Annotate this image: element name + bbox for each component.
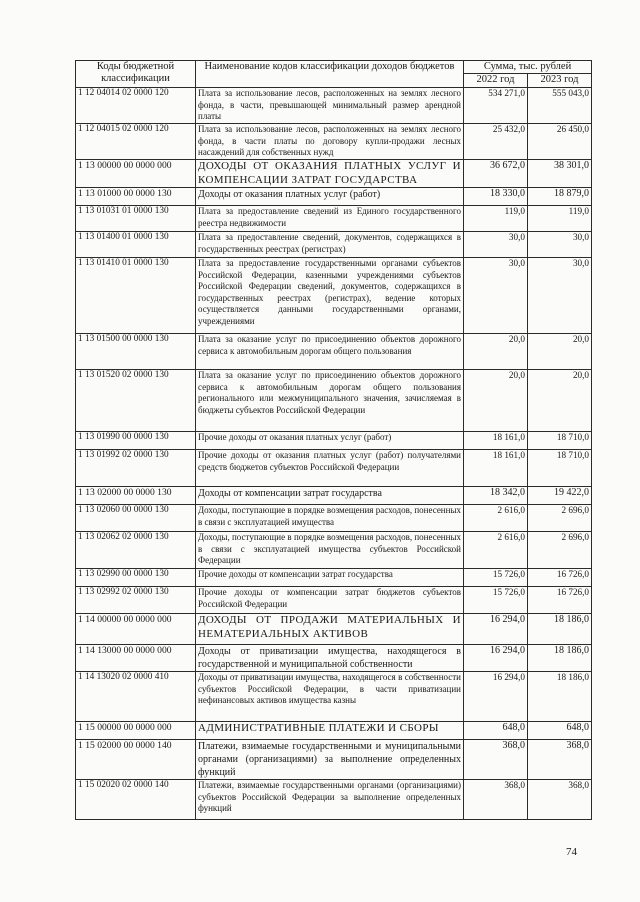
row-value-2023: 26 450,0	[528, 124, 592, 160]
row-value-2022: 119,0	[464, 206, 528, 232]
table-row	[76, 124, 592, 160]
row-value-2023: 20,0	[528, 334, 592, 370]
row-code: 1 13 01992 02 0000 130	[76, 450, 196, 487]
row-name: ДОХОДЫ ОТ ПРОДАЖИ МАТЕРИАЛЬНЫХ И НЕМАТЕРИАЛЬНЫХ АКТИВОВ	[196, 614, 464, 645]
row-code: 1 13 02000 00 0000 130	[76, 487, 196, 505]
row-code: 1 14 13000 00 0000 000	[76, 645, 196, 672]
row-code: 1 13 02062 02 0000 130	[76, 532, 196, 569]
table-row	[76, 740, 592, 780]
row-name: Плата за оказание услуг по присоединению объектов дорожного сервиса к автомобильным дорогам общего пользования	[196, 334, 464, 370]
table-row	[76, 487, 592, 505]
row-code: 1 13 02990 00 0000 130	[76, 569, 196, 587]
row-value-2022: 16 294,0	[464, 614, 528, 645]
row-code: 1 13 00000 00 0000 000	[76, 160, 196, 188]
row-value-2023: 16 726,0	[528, 587, 592, 614]
row-value-2023: 648,0	[528, 722, 592, 740]
row-code: 1 12 04015 02 0000 120	[76, 124, 196, 160]
row-name: Доходы от приватизации имущества, находящегося в государственной и муниципальной собственности	[196, 645, 464, 672]
table-row	[76, 645, 592, 672]
table-row	[76, 232, 592, 258]
row-value-2022: 648,0	[464, 722, 528, 740]
table-row	[76, 569, 592, 587]
table-row	[76, 722, 592, 740]
row-value-2023: 18 879,0	[528, 188, 592, 206]
table-row	[76, 432, 592, 450]
row-code: 1 12 04014 02 0000 120	[76, 88, 196, 124]
table-row	[76, 206, 592, 232]
row-name: Платежи, взимаемые государственными и муниципальными органами (организациями) за выполнение определенных функций	[196, 740, 464, 780]
row-name: Прочие доходы от компенсации затрат бюджетов субъектов Российской Федерации	[196, 587, 464, 614]
row-code: 1 13 01410 01 0000 130	[76, 258, 196, 334]
row-name: Доходы от компенсации затрат государства	[196, 487, 464, 505]
row-name: Доходы, поступающие в порядке возмещения расходов, понесенных в связи с эксплуатацией имущества	[196, 505, 464, 532]
row-value-2022: 2 616,0	[464, 505, 528, 532]
row-value-2023: 2 696,0	[528, 505, 592, 532]
row-value-2023: 2 696,0	[528, 532, 592, 569]
row-name: Плата за предоставление сведений из Единого государственного реестра недвижимости	[196, 206, 464, 232]
header-codes: Коды бюджетной классификации	[76, 61, 196, 88]
row-name: Доходы, поступающие в порядке возмещения расходов, понесенных в связи с эксплуатацией имущества субъектов Российской Федерации	[196, 532, 464, 569]
row-code: 1 14 00000 00 0000 000	[76, 614, 196, 645]
row-value-2022: 16 294,0	[464, 672, 528, 722]
row-name: Прочие доходы от компенсации затрат государства	[196, 569, 464, 587]
row-name: Платежи, взимаемые государственными органами (организациями) субъектов Российской Федерации за выполнение определенных функций	[196, 780, 464, 820]
header-year-2023: 2023 год	[528, 74, 592, 88]
header-name: Наименование кодов классификации доходов бюджетов	[196, 61, 464, 88]
table-row	[76, 672, 592, 722]
row-code: 1 13 01400 01 0000 130	[76, 232, 196, 258]
row-value-2023: 30,0	[528, 258, 592, 334]
row-value-2022: 2 616,0	[464, 532, 528, 569]
row-code: 1 13 01000 00 0000 130	[76, 188, 196, 206]
row-code: 1 15 02000 00 0000 140	[76, 740, 196, 780]
row-code: 1 13 01520 02 0000 130	[76, 370, 196, 432]
row-value-2022: 368,0	[464, 740, 528, 780]
row-name: Прочие доходы от оказания платных услуг (работ) получателями средств бюджетов субъектов Российской Федерации	[196, 450, 464, 487]
row-value-2023: 18 710,0	[528, 432, 592, 450]
row-value-2023: 119,0	[528, 206, 592, 232]
row-name: Плата за оказание услуг по присоединению объектов дорожного сервиса к автомобильным дорогам общего пользования регионального или межмуниципального значения, зачисляемая в бюджеты субъектов Российской Федерации	[196, 370, 464, 432]
row-code: 1 13 02992 02 0000 130	[76, 587, 196, 614]
row-value-2023: 19 422,0	[528, 487, 592, 505]
row-name: ДОХОДЫ ОТ ОКАЗАНИЯ ПЛАТНЫХ УСЛУГ И КОМПЕНСАЦИИ ЗАТРАТ ГОСУДАРСТВА	[196, 160, 464, 188]
row-value-2022: 534 271,0	[464, 88, 528, 124]
row-value-2023: 18 710,0	[528, 450, 592, 487]
row-name: АДМИНИСТРАТИВНЫЕ ПЛАТЕЖИ И СБОРЫ	[196, 722, 464, 740]
revenue-table	[75, 60, 592, 820]
row-value-2022: 18 342,0	[464, 487, 528, 505]
table-row	[76, 614, 592, 645]
row-code: 1 13 01990 00 0000 130	[76, 432, 196, 450]
row-value-2023: 20,0	[528, 370, 592, 432]
row-code: 1 14 13020 02 0000 410	[76, 672, 196, 722]
table-row	[76, 88, 592, 124]
row-name: Доходы от оказания платных услуг (работ)	[196, 188, 464, 206]
table-body	[76, 88, 592, 820]
row-value-2022: 15 726,0	[464, 587, 528, 614]
row-code: 1 15 00000 00 0000 000	[76, 722, 196, 740]
table-row	[76, 370, 592, 432]
table-row	[76, 450, 592, 487]
row-name: Плата за предоставление государственными органами субъектов Российской Федерации, казенными учреждениями субъектов Российской Федерации сведений, документов, содержащихся в государственных реестрах (регистрах), ведение которых осуществляется данными государственными органами, учреждениями	[196, 258, 464, 334]
row-value-2022: 20,0	[464, 334, 528, 370]
table-row	[76, 258, 592, 334]
row-value-2023: 18 186,0	[528, 614, 592, 645]
row-value-2023: 16 726,0	[528, 569, 592, 587]
row-value-2023: 38 301,0	[528, 160, 592, 188]
row-value-2023: 555 043,0	[528, 88, 592, 124]
row-value-2022: 18 161,0	[464, 432, 528, 450]
table-row	[76, 160, 592, 188]
row-name: Прочие доходы от оказания платных услуг (работ)	[196, 432, 464, 450]
row-value-2023: 30,0	[528, 232, 592, 258]
row-value-2022: 30,0	[464, 258, 528, 334]
header-sum: Сумма, тыс. рублей	[464, 61, 592, 74]
row-code: 1 13 02060 00 0000 130	[76, 505, 196, 532]
table-row	[76, 532, 592, 569]
row-name: Доходы от приватизации имущества, находящегося в собственности субъектов Российской Федерации, в части приватизации нефинансовых активов имущества казны	[196, 672, 464, 722]
row-name: Плата за предоставление сведений, документов, содержащихся в государственных реестрах (регистрах)	[196, 232, 464, 258]
row-value-2023: 368,0	[528, 740, 592, 780]
row-name: Плата за использование лесов, расположенных на землях лесного фонда, в части платы по договору купли-продажи лесных насаждений для собственных нужд	[196, 124, 464, 160]
row-value-2022: 18 161,0	[464, 450, 528, 487]
row-code: 1 15 02020 02 0000 140	[76, 780, 196, 820]
row-name: Плата за использование лесов, расположенных на землях лесного фонда, в части, превышающей минимальный размер арендной платы	[196, 88, 464, 124]
row-value-2023: 368,0	[528, 780, 592, 820]
row-value-2022: 15 726,0	[464, 569, 528, 587]
row-value-2023: 18 186,0	[528, 645, 592, 672]
table-row	[76, 334, 592, 370]
row-value-2022: 36 672,0	[464, 160, 528, 188]
row-value-2022: 18 330,0	[464, 188, 528, 206]
row-value-2022: 20,0	[464, 370, 528, 432]
table-row	[76, 505, 592, 532]
page-number: 74	[566, 846, 577, 858]
table-header	[76, 61, 592, 88]
row-value-2022: 30,0	[464, 232, 528, 258]
row-value-2022: 16 294,0	[464, 645, 528, 672]
row-code: 1 13 01500 00 0000 130	[76, 334, 196, 370]
row-code: 1 13 01031 01 0000 130	[76, 206, 196, 232]
table-row	[76, 587, 592, 614]
table-row	[76, 780, 592, 820]
table-row	[76, 188, 592, 206]
row-value-2022: 368,0	[464, 780, 528, 820]
header-year-2022: 2022 год	[464, 74, 528, 88]
row-value-2023: 18 186,0	[528, 672, 592, 722]
row-value-2022: 25 432,0	[464, 124, 528, 160]
